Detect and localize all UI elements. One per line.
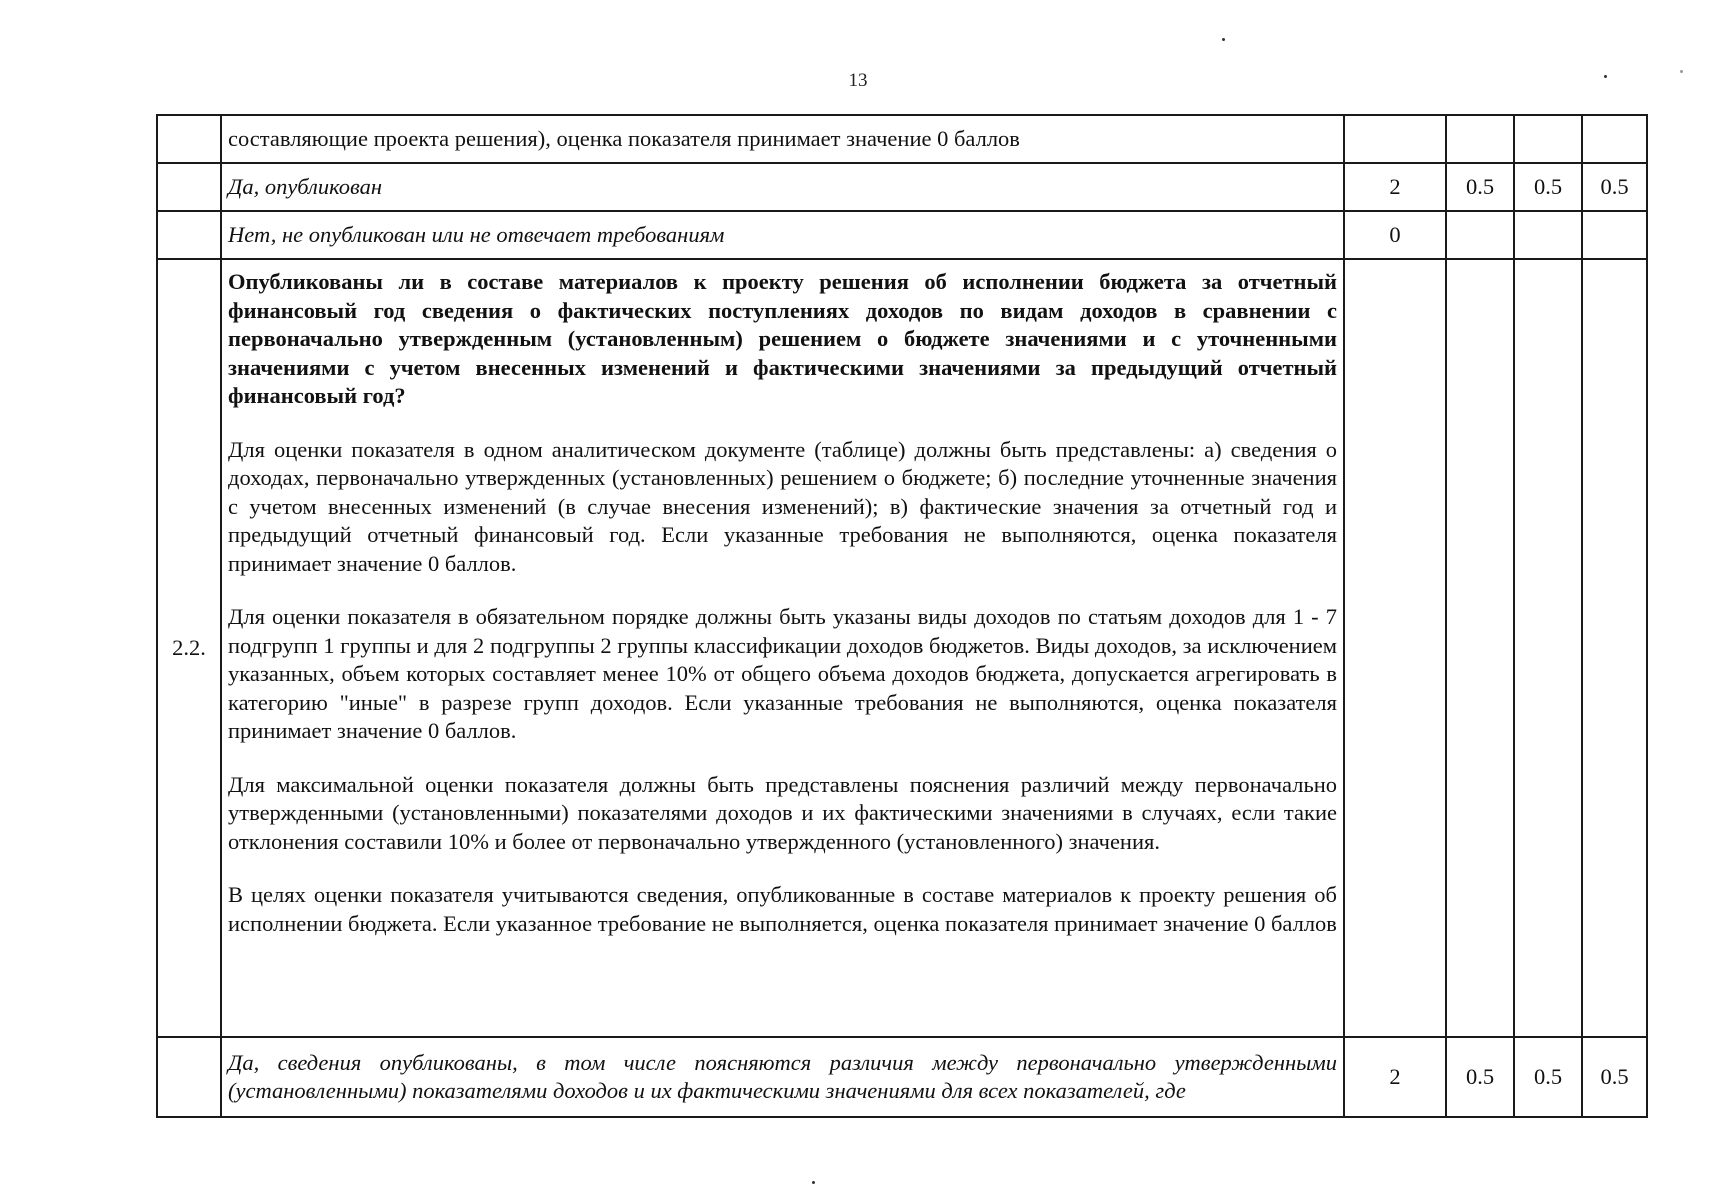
row-number <box>157 1037 221 1117</box>
answer-option-text: Да, сведения опубликованы, в том числе поясняются различия между первоначально утвержденными (установленными) показателями доходов и их фактическими значениями для всех показателей, где <box>221 1037 1344 1117</box>
score-cell <box>1344 115 1446 163</box>
criterion-paragraph: В целях оценки показателя учитываются сведения, опубликованные в составе материалов к проекту решения об исполнении бюджета. Если указанное требование не выполняется, оценка показателя принимает значение 0 баллов <box>228 882 1337 936</box>
criteria-table <box>156 114 1648 1118</box>
weight-cell-1 <box>1446 115 1514 163</box>
weight-cell-3 <box>1582 211 1647 259</box>
table-row <box>157 259 1647 1037</box>
weight-cell-1 <box>1446 259 1514 1037</box>
weight-cell-1: 0.5 <box>1446 163 1514 211</box>
weight-cell-3 <box>1582 115 1647 163</box>
weight-cell-3: 0.5 <box>1582 163 1647 211</box>
score-cell: 2 <box>1344 163 1446 211</box>
weight-cell-2: 0.5 <box>1514 163 1582 211</box>
score-cell <box>1344 259 1446 1037</box>
weight-cell-3: 0.5 <box>1582 1037 1647 1117</box>
row-number <box>157 211 221 259</box>
row-number <box>157 163 221 211</box>
row-number <box>157 115 221 163</box>
weight-cell-2: 0.5 <box>1514 1037 1582 1117</box>
criterion-text: составляющие проекта решения), оценка показателя принимает значение 0 баллов <box>221 115 1344 163</box>
table-row <box>157 115 1647 163</box>
scan-speck <box>1604 75 1607 78</box>
criterion-question: Опубликованы ли в составе материалов к проекту решения об исполнении бюджета за отчетный финансовый год сведения о фактических поступлениях доходов по видам доходов в сравнении с первоначально утвержденным (установленным) решением о бюджете значениями и с уточненными значениями с учетом внесенных изменений и фактическими значениями за предыдущий отчетный финансовый год? <box>228 269 1337 408</box>
weight-cell-2 <box>1514 211 1582 259</box>
scan-speck <box>1680 70 1683 73</box>
criterion-cell <box>221 259 1344 1037</box>
scan-speck <box>1222 38 1225 41</box>
criterion-paragraph: Для оценки показателя в обязательном порядке должны быть указаны виды доходов по статьям доходов для 1 - 7 подгрупп 1 группы и для 2 подгруппы 2 группы классификации доходов бюджетов. Виды доходов, за исключением указанных, объем которых составляет менее 10% от общего объема доходов бюджета, допускается агрегировать в категорию "иные" в разрезе групп доходов. Если указанные требования не выполняются, оценка показателя принимает значение 0 баллов. <box>228 604 1337 743</box>
weight-cell-3 <box>1582 259 1647 1037</box>
answer-option-text: Да, опубликован <box>221 163 1344 211</box>
table-row <box>157 211 1647 259</box>
page-number: 13 <box>848 70 868 91</box>
table-row <box>157 163 1647 211</box>
table-row <box>157 1037 1647 1117</box>
answer-option-text: Нет, не опубликован или не отвечает требованиям <box>221 211 1344 259</box>
weight-cell-2 <box>1514 115 1582 163</box>
weight-cell-1 <box>1446 211 1514 259</box>
score-cell: 0 <box>1344 211 1446 259</box>
row-number: 2.2. <box>157 259 221 1037</box>
criterion-paragraph: Для максимальной оценки показателя должны быть представлены пояснения различий между первоначально утвержденными (установленными) показателями доходов и их фактическими значениями в случаях, если такие отклонения составили 10% и более от первоначально утвержденного (установленного) значения. <box>228 771 1337 854</box>
scan-speck <box>812 1181 815 1184</box>
weight-cell-2 <box>1514 259 1582 1037</box>
criterion-paragraph: Для оценки показателя в одном аналитическом документе (таблице) должны быть представлены: а) сведения о доходах, первоначально утвержденных (установленных) решением о бюджете; б) последние уточненные значения с учетом внесенных изменений (в случае внесения изменений); в) фактические значения за отчетный год и предыдущий отчетный финансовый год. Если указанные требования не выполняются, оценка показателя принимает значение 0 баллов. <box>228 436 1337 576</box>
weight-cell-1: 0.5 <box>1446 1037 1514 1117</box>
score-cell: 2 <box>1344 1037 1446 1117</box>
